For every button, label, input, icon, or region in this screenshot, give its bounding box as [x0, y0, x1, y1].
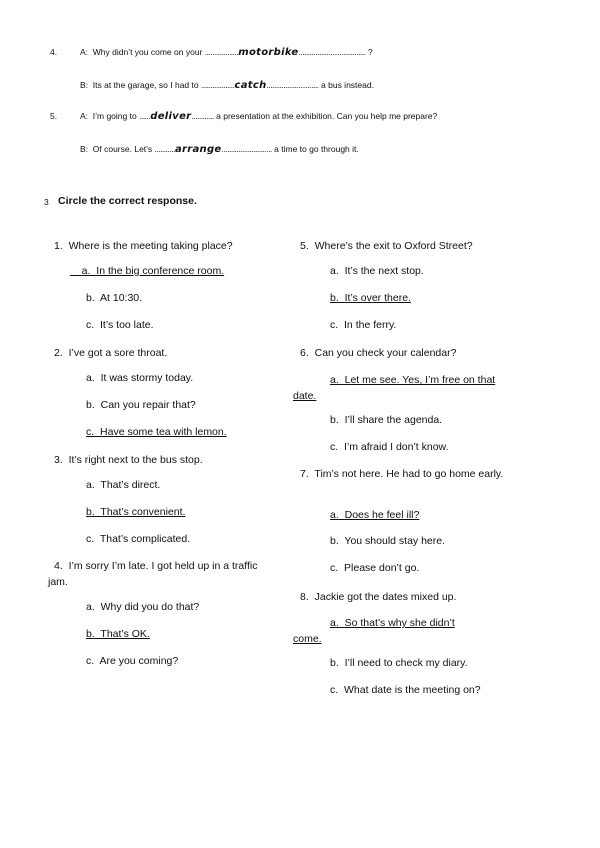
option-4c[interactable] [86, 655, 178, 667]
option-text: Why did you do that? [100, 601, 200, 613]
option-label: c. [86, 426, 95, 438]
blank-dots: .................. [204, 47, 239, 57]
filled-answer: catch [234, 80, 267, 91]
question-number: 1. [54, 240, 63, 252]
option-label: b. [86, 399, 95, 411]
question-text: Can you check your calendar? [314, 347, 457, 359]
option-text: It’s too late. [100, 319, 154, 331]
top-item-5-line-a [80, 111, 437, 122]
question-6 [300, 345, 456, 361]
blank-dots: ........... [154, 144, 175, 154]
top-item-4-line-b [80, 80, 374, 91]
option-text: That’s OK. [100, 628, 150, 640]
option-5c[interactable] [330, 319, 396, 331]
blank-dots: ...... [139, 111, 151, 121]
option-label: b. [86, 506, 95, 518]
option-1c[interactable] [86, 319, 154, 331]
option-8a[interactable] [293, 615, 478, 647]
filled-answer: deliver [150, 111, 192, 122]
option-text: You should stay here. [344, 535, 446, 547]
sentence-text: a time to go through it. [274, 144, 359, 154]
sentence-text: Why didn’t you come on your [92, 47, 203, 57]
option-7a[interactable] [330, 509, 419, 521]
blank-dots: ........................... [221, 144, 272, 154]
option-text: That’s complicated. [99, 533, 191, 545]
option-3b[interactable] [86, 506, 185, 518]
question-text: Where’s the exit to Oxford Street? [314, 240, 473, 252]
question-number: 3. [54, 454, 63, 466]
option-text: Are you coming? [99, 655, 179, 667]
sentence-text: ? [367, 47, 373, 57]
option-text: It’s the next stop. [344, 265, 424, 277]
sentence-text: Of course. Let’s [92, 144, 153, 154]
option-1b[interactable] [86, 292, 142, 304]
option-label: a. [86, 372, 95, 384]
option-label: b. [330, 292, 339, 304]
option-text: That’s convenient. [100, 506, 186, 518]
option-2c[interactable] [86, 426, 227, 438]
option-text: I’m afraid I don’t know. [344, 441, 449, 453]
option-6a[interactable] [293, 372, 518, 404]
option-text: I’ll need to check my diary. [344, 657, 468, 669]
question-number: 5. [300, 240, 309, 252]
option-8c[interactable] [330, 684, 481, 696]
option-label: a. [330, 374, 339, 386]
question-number: 7. [300, 468, 309, 480]
top-item-4-number: 4. [50, 47, 58, 57]
option-label: a. [330, 509, 339, 521]
question-text: I’ve got a sore throat. [68, 347, 168, 359]
option-text: Please don’t go. [344, 562, 420, 574]
blank-dots: ............................ [266, 80, 319, 90]
option-1a[interactable] [70, 265, 224, 277]
option-5b[interactable] [330, 292, 411, 304]
question-3 [54, 452, 203, 468]
option-text: That’s direct. [100, 479, 161, 491]
option-text: Let me see. Yes, I’m free on that date. [293, 374, 496, 402]
option-label: b. [86, 292, 95, 304]
sentence-text: a presentation at the exhibition. Can you help me prepare? [216, 111, 438, 121]
question-4 [48, 558, 263, 590]
speaker-b-label: B: [80, 80, 89, 90]
option-label: c. [86, 319, 95, 331]
option-3c[interactable] [86, 533, 190, 545]
option-label: b. [86, 628, 95, 640]
option-label: c. [86, 655, 95, 667]
option-5a[interactable] [330, 265, 424, 277]
blank-dots: .................. [201, 80, 235, 90]
option-8b[interactable] [330, 657, 468, 669]
option-text: Can you repair that? [100, 399, 196, 411]
option-label: b. [330, 535, 339, 547]
option-text: What date is the meeting on? [344, 684, 481, 696]
question-7 [293, 466, 518, 482]
option-4b[interactable] [86, 628, 150, 640]
filled-answer: motorbike [238, 47, 299, 58]
option-6b[interactable] [330, 414, 442, 426]
option-label: b. [330, 414, 339, 426]
question-number: 6. [300, 347, 309, 359]
question-number: 4. [54, 560, 63, 572]
question-text: I’m sorry I’m late. I got held up in a traffic jam. [48, 560, 258, 588]
speaker-b-label: B: [80, 144, 89, 154]
filled-answer: arrange [175, 144, 222, 155]
option-text: It was stormy today. [100, 372, 194, 384]
sentence-text: a bus instead. [321, 80, 374, 90]
speaker-a-label: A: [80, 47, 89, 57]
question-text: It’s right next to the bus stop. [68, 454, 203, 466]
option-label: a. [330, 265, 339, 277]
blank-dots: ............ [191, 111, 214, 121]
option-label: c. [330, 562, 339, 574]
question-5 [300, 238, 473, 254]
option-text: In the ferry. [344, 319, 397, 331]
option-text: At 10:30. [100, 292, 143, 304]
top-item-5-line-b [80, 144, 359, 155]
top-item-4-line-a [80, 47, 373, 58]
question-text: Tim’s not here. He had to go home early. [314, 468, 504, 480]
option-label: c. [330, 684, 339, 696]
sentence-text: I’m going to [92, 111, 137, 121]
top-item-5-number: 5. [50, 111, 58, 121]
option-2a[interactable] [86, 372, 193, 384]
section-number: 3 [44, 197, 49, 207]
option-2b[interactable] [86, 399, 196, 411]
option-label: a. [86, 479, 95, 491]
option-text: Does he feel ill? [344, 509, 420, 521]
option-label: a. [330, 617, 339, 629]
question-1 [54, 238, 233, 254]
sentence-text: Its at the garage, so I had to [92, 80, 199, 90]
question-number: 8. [300, 591, 309, 603]
option-6c[interactable] [330, 441, 448, 453]
question-text: Jackie got the dates mixed up. [314, 591, 457, 603]
option-text: So that’s why she didn’t come. [293, 617, 455, 645]
question-2 [54, 345, 167, 361]
option-7b[interactable] [330, 535, 445, 547]
option-text: I’ll share the agenda. [344, 414, 443, 426]
question-8 [300, 589, 456, 605]
blank-dots: .................................... [298, 47, 366, 57]
option-label: c. [330, 319, 339, 331]
section-title: Circle the correct response. [58, 195, 197, 207]
option-text: Have some tea with lemon. [100, 426, 227, 438]
option-text: In the big conference room. [96, 265, 225, 277]
option-4a[interactable] [86, 601, 199, 613]
option-label: a. [86, 601, 95, 613]
option-label: c. [86, 533, 95, 545]
option-7c[interactable] [330, 562, 419, 574]
question-number: 2. [54, 347, 63, 359]
option-label: b. [330, 657, 339, 669]
option-label: c. [330, 441, 339, 453]
speaker-a-label: A: [80, 111, 89, 121]
option-3a[interactable] [86, 479, 160, 491]
option-label: a. [81, 265, 91, 277]
question-text: Where is the meeting taking place? [68, 240, 233, 252]
option-text: It’s over there. [344, 292, 411, 304]
